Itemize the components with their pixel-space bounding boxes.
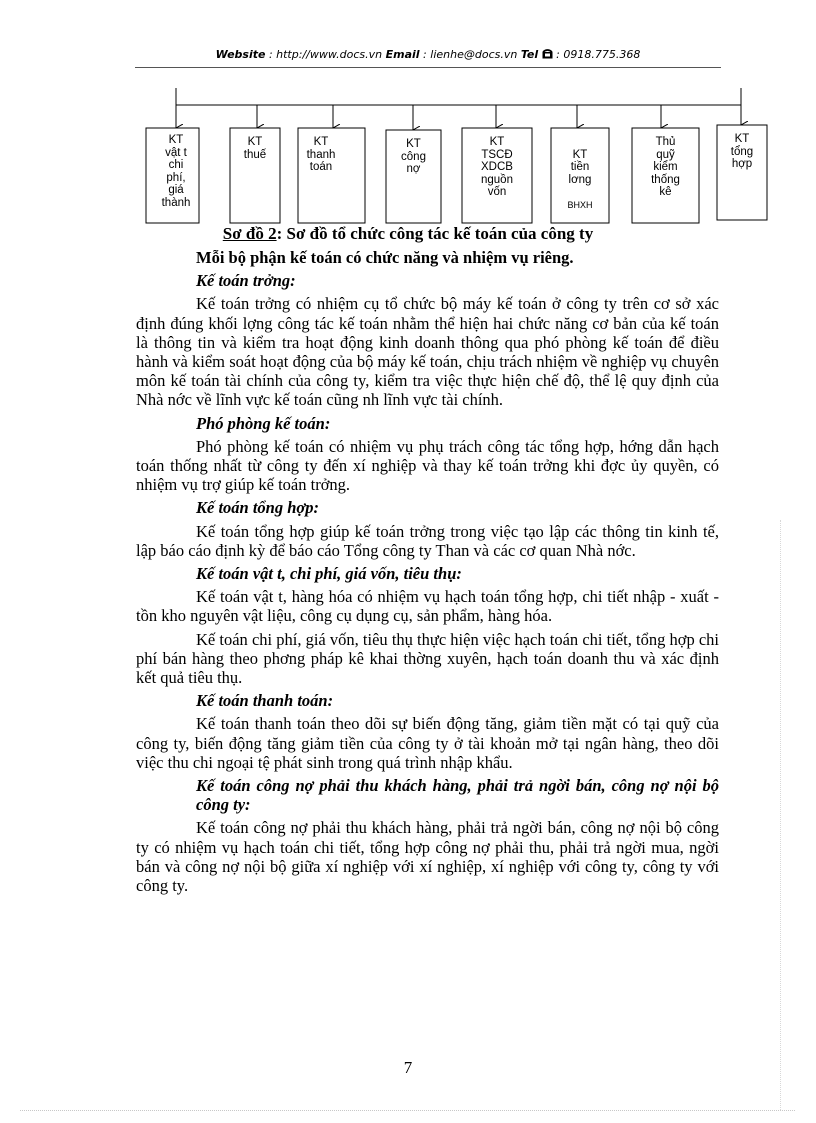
email-label: Email xyxy=(385,48,420,61)
box-label-kt-vat-tu: KT vật t chi phí, giá thành xyxy=(161,134,191,209)
intro-line: Mỗi bộ phận kế toán có chức năng và nhiệm vụ riêng. xyxy=(196,248,574,267)
body-text xyxy=(136,248,719,895)
box-label-thu-quy: Thủ quỹ kiểm thống kê xyxy=(651,136,680,198)
paragraph-vat-tu-1: Kế toán vật t, hàng hóa có nhiệm vụ hạch toán tổng hợp, chi tiết nhập - xuất -tồn kho nguyên vật liệu, công cụ dụng cụ, sản phẩm, hàng hóa. xyxy=(136,587,719,626)
paragraph-thanh-toan: Kế toán thanh toán theo dõi sự biến động tăng, giảm tiền mặt có tại quỹ của công ty, biến động tăng giảm tiền của công ty ở tài khoản mở tại ngân hàng, theo dõi việc thu chi ngoại tệ phát sinh trong quá trình nhập khẩu. xyxy=(136,714,719,772)
tel-value: : 0918.775.368 xyxy=(552,48,641,61)
website-value: : http://www.docs.vn xyxy=(265,48,386,61)
tel-label: Tel xyxy=(520,48,539,61)
section-title-thanh-toan: Kế toán thanh toán: xyxy=(196,691,334,711)
page-number: 7 xyxy=(403,1058,413,1077)
section-title-pho-phong: Phó phòng kế toán: xyxy=(196,413,331,433)
email-value: : lienhe@docs.vn xyxy=(419,48,521,61)
section-title-cong-no: Kế toán công nợ phải thu khách hàng, phải trả ngời bán, công nợ nội bộ công ty: xyxy=(196,776,719,815)
paragraph-cong-no: Kế toán công nợ phải thu khách hàng, phải trả ngời bán, công nợ nội bộ công ty có nhiệm vụ hạch toán chi tiết, tổng hợp công nợ phải thu, phải trả ngời mua, ngời bán và công nợ nội bộ giữa xí nghiệp với xí nghiệp, xí nghiệp với công ty, công ty với công ty. xyxy=(136,818,719,896)
section-title-vat-tu: Kế toán vật t, chi phí, giá vốn, tiêu thụ: xyxy=(196,564,462,584)
section-title-ke-toan-truong: Kế toán trởng: xyxy=(196,271,296,291)
paragraph-pho-phong: Phó phòng kế toán có nhiệm vụ phụ trách công tác tổng hợp, hớng dẫn hạch toán thống nhất từ công ty đến xí nghiệp và thay kế toán trởng khi đợc ủy quyền, có nhiệm vụ trợ giúp kế toán trởng. xyxy=(136,436,719,495)
paragraph-vat-tu-2: Kế toán chi phí, giá vốn, tiêu thụ thực hiện việc hạch toán chi tiết, tổng hợp chi phí bán hàng theo phơng pháp kê khai thờng xuyên, hạch toán doanh thu và xác định kết quả tiêu thụ. xyxy=(136,629,719,688)
org-chart xyxy=(0,0,816,240)
section-title-tong-hop: Kế toán tổng hợp: xyxy=(196,498,320,518)
diagram-caption xyxy=(0,224,816,244)
box-label-bhxh: BHXH xyxy=(567,199,593,210)
paragraph-tong-hop: Kế toán tổng hợp giúp kế toán trởng trong việc tạo lập các thông tin kinh tế, lập báo cáo định kỳ để báo cáo Tổng công ty Than và các cơ quan Nhà nớc. xyxy=(136,521,719,560)
caption-rest: : Sơ đồ tổ chức công tác kế toán của công ty xyxy=(276,224,594,243)
paragraph-ke-toan-truong: Kế toán trởng có nhiệm cụ tổ chức bộ máy kế toán ở công ty trên cơ sở xác định đúng khối lợng công tác kế toán nhằm thể hiện hai chức năng cơ bản của kế toán là thông tin và kiểm tra hoạt động kinh doanh thông qua phó phòng kế toán để điều hành và kiểm soát hoạt động của bộ máy kế toán, chịu trách nhiệm về nghiệp vụ chuyên môn kế toán tài chính của công ty, kiểm tra việc thực hiện chế độ, thể lệ quy định của Nhà nớc về lĩnh vực kế toán cũng nh lĩnh vực tài chính. xyxy=(136,294,719,410)
box-label-kt-cong-no: KT công nợ xyxy=(401,138,426,175)
box-label-kt-tien-luong-main: KT tiền lơng xyxy=(568,148,592,186)
box-label-kt-thanh-toan: KT thanh toán xyxy=(306,136,336,173)
margin-dots xyxy=(780,520,781,1110)
website-label: Website xyxy=(215,48,266,61)
box-label-kt-thue: KT thuế xyxy=(243,136,267,161)
box-label-kt-tong-hop: KT tổng hợp xyxy=(730,133,754,170)
box-label-kt-tscd: KT TSCĐ XDCB nguồn vốn xyxy=(481,136,513,198)
box-label-kt-tien-luong xyxy=(551,136,609,211)
caption-prefix: Sơ đồ 2 xyxy=(222,224,277,243)
footer-dots xyxy=(20,1110,795,1111)
